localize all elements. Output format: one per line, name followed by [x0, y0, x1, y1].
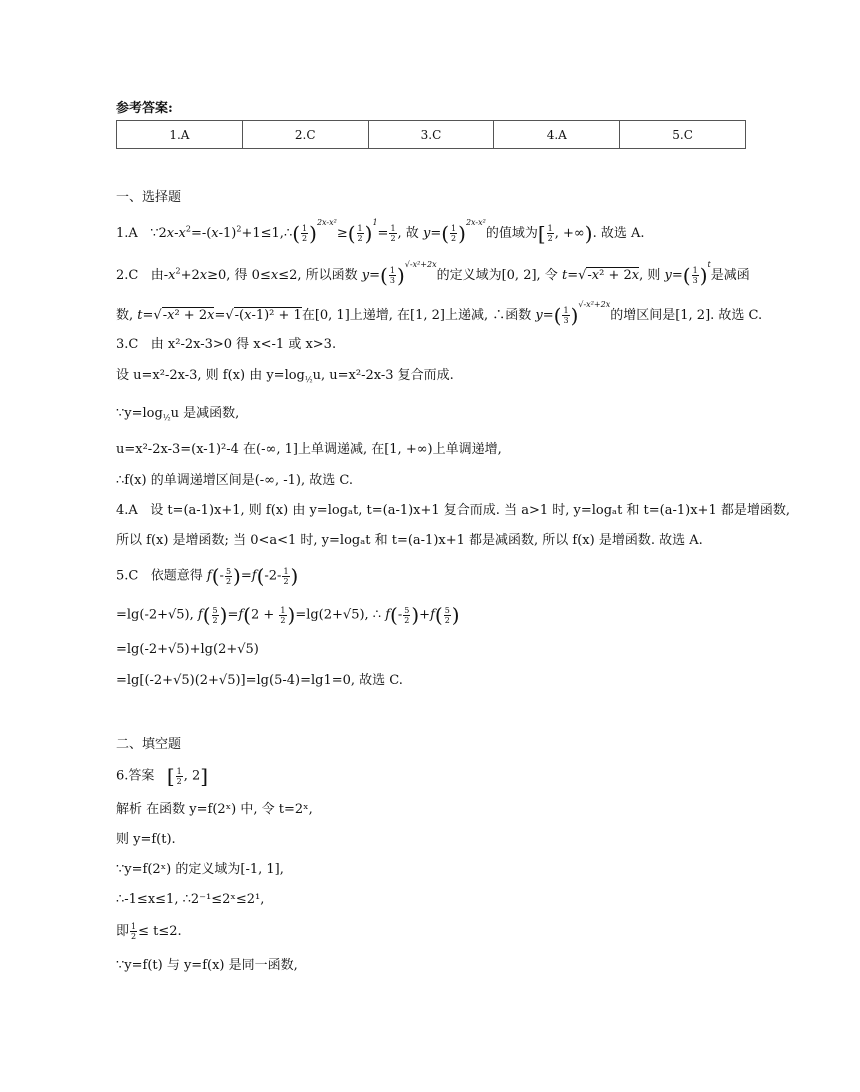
q6-line-6: ∵y=f(t) 与 y=f(x) 是同一函数, [116, 958, 298, 973]
q3-text: u 是减函数, [170, 406, 240, 421]
q2-text: 的定义域为[0, 2], 令 [436, 268, 558, 283]
q6-line-3: ∵y=f(2ˣ) 的定义域为[-1, 1], [116, 862, 284, 877]
q1-text: +1≤1,∴ [241, 226, 293, 241]
q3-line-4: u=x²-2x-3=(x-1)²-4 在(-∞, 1]上单调递减, 在[1, +∞)上单调递增, [116, 442, 502, 457]
q2-text: ≥0, 得 0≤ [207, 268, 271, 283]
q3-text: ∵y=log [116, 406, 163, 421]
q2-text: ≤2, 所以函数 [278, 268, 358, 283]
q1-text: , 故 [397, 226, 419, 241]
q2-line-1: 2.C 由$-x^2+2x\ge 0$, 得 0≤x≤2, 所以函数 y=( $\frac{1}{3}$ )$^{√-x^2+2x}$的定义域为[0, 2], 令 t=√-x² + 2x, 则 y=( $\frac{1}{3}$ )$^t$是减函 [116, 260, 750, 288]
q2-text: 在[0, 1]上递增, 在[1, 2]上递减, ∴函数 [301, 308, 532, 323]
q1-text: =-( [190, 226, 212, 241]
answer-cell-1: 1.A [117, 121, 243, 149]
q4-line-2: 所以 f(x) 是增函数; 当 0<a<1 时, y=logₐt 和 t=(a-1)x+1 都是减函数, 所以 f(x) 是增函数. 故选 A. [116, 533, 703, 548]
q5-text: =lg(2+√5), ∴ [295, 607, 382, 623]
q1-text: . 故选 A. [592, 226, 645, 241]
q6-label: 6.答案 [116, 768, 155, 784]
q2-text: 的增区间是[1, 2]. 故选 C. [610, 308, 763, 323]
q2-line-2: 数, t=√-x² + 2x=√-(x-1)² + 1在[0, 1]上递增, 在[1, 2]上递减, ∴函数 y=( $\frac{1}{3}$ )$^{√-x^2+2x}$的增区间是[1, 2]. 故选 C. [116, 300, 763, 328]
answer-cell-3: 3.C [368, 121, 494, 149]
answer-cell-4: 4.A [494, 121, 620, 149]
q4-label: 4.A [116, 503, 138, 518]
q1-label: 1.A [116, 226, 138, 241]
q1-text: 的值域为 [485, 226, 538, 241]
q6-answer: , 2 [183, 768, 201, 784]
q2-text: +2 [180, 268, 200, 283]
q3-line-1 [116, 337, 336, 353]
q3-line-5: ∴f(x) 的单调递增区间是(-∞, -1), 故选 C. [116, 473, 353, 488]
section-choice-title: 一、选择题 [116, 190, 182, 205]
q6-answer-line: 6.答案 [ $\frac{1}{2}$ , 2] [116, 764, 209, 788]
q3-text: u=x²-2x-3 [133, 368, 198, 383]
q5-label: 5.C [116, 568, 139, 584]
q3-text: 设 [116, 368, 134, 383]
q2-text: , 则 [639, 268, 661, 283]
answer-cell-2: 2.C [242, 121, 368, 149]
q1-text: ≥ [336, 226, 348, 241]
q5-line-4: =lg[(-2+√5)(2+√5)]=lg(5-4)=lg1=0, 故选 C. [116, 673, 403, 688]
q3-label: 3.C [116, 337, 139, 352]
answer-cell-5: 5.C [620, 121, 746, 149]
q5-line-2: =lg(-2+√5), f( $\frac{5}{2}$ )=f(2 + $\frac{1}{2}$ )=lg(2+√5), ∴ f(- $\frac{5}{2}$ )+f( $\frac{5}{2}$ ) [116, 603, 460, 627]
q6-line-4: ∴-1≤x≤1, ∴2⁻¹≤2ˣ≤2¹, [116, 892, 265, 907]
q3-line-3: $\because y=\log_{\frac{1}{2}}u$ 是减函数, [116, 406, 240, 423]
q5-text: 依题意得 [150, 568, 203, 584]
q4-line-1 [116, 503, 790, 519]
q6-line-2: 则 y=f(t). [116, 832, 176, 847]
q3-text: u, u=x²-2x-3 复合而成. [312, 368, 454, 383]
answer-key-title: 参考答案: [116, 101, 173, 116]
q1-text: ∵2 [150, 226, 167, 241]
q6-line-1: 解析 在函数 y=f(2ˣ) 中, 令 t=2ˣ, [116, 802, 313, 817]
q2-label: 2.C [116, 268, 139, 283]
q2-text: 数, [116, 308, 134, 323]
q5-line-3: =lg(-2+√5)+lg(2+√5) [116, 642, 259, 657]
q6-text: 即 [116, 924, 130, 939]
answer-key-row [117, 121, 746, 149]
q2-text: 是减函 [710, 268, 750, 283]
section-fill-title: 二、填空题 [116, 737, 182, 752]
q3-line-2: 设 u=x²-2x-3, 则 f(x) 由 $y=\log_{\frac{1}{2}}u$, u=x²-2x-3 复合而成. [116, 368, 454, 385]
q5-text: =lg(-2+√5), [116, 607, 194, 623]
q4-text: 设 t=(a-1)x+1, 则 f(x) 由 y=logₐt, t=(a-1)x+1 复合而成. 当 a>1 时, y=logₐt 和 t=(a-1)x+1 都是增函数, [150, 503, 790, 518]
q3-text: 由 x²-2x-3>0 得 x<-1 或 x>3. [150, 337, 337, 352]
q5-line-1: 5.C 依题意得 f(- $\frac{5}{2}$ )=f(-2- $\frac{1}{2}$ ) [116, 564, 299, 588]
q3-text: , 则 f(x) 由 y=log [197, 368, 305, 383]
q2-text: 由- [150, 268, 169, 283]
answer-key-table [116, 120, 746, 149]
q6-line-5: 即 $\frac{1}{2}$ ≤ t≤2. [116, 922, 182, 941]
q6-text: ≤ t≤2. [138, 924, 182, 939]
q1-line: 1.A $\because 2x-x^2=-(x-1)^2+1\le 1,\therefore$( $\frac{1}{2}$ )$^{2x-x^2}$≥( $\frac{1}{2}$ )$^1$= $\frac{1}{2}$ , 故 y=( $\frac{1}{2}$ )$^{2x-x^2}$的值域为[ $\frac{1}{2}$ , +∞). 故选 A. [116, 218, 645, 246]
q1-text: -1) [218, 226, 237, 241]
